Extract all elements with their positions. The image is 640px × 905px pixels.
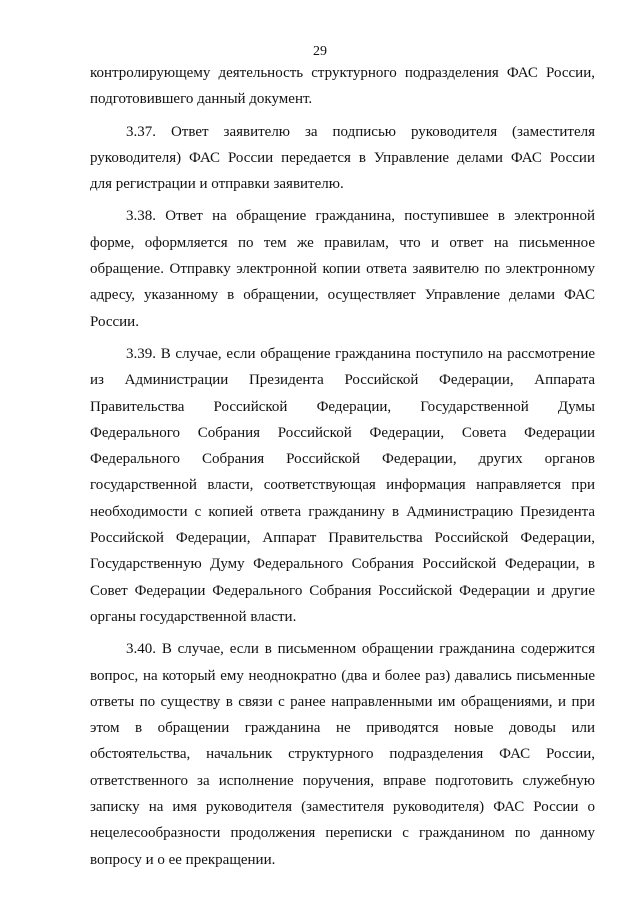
text-line: Российской Федерации, Аппарат Правительства Российской Федерации,: [90, 530, 595, 547]
text-line: нецелесообразности продолжения переписки с гражданином по данному: [90, 825, 595, 842]
text-line: ответы по существу в связи с ранее направленными им обращениями, и при: [90, 693, 595, 710]
paragraph-3-40: [90, 636, 595, 873]
text-line: России.: [90, 313, 139, 330]
text-line: Правительства Российской Федерации, Государственной Думы: [90, 398, 595, 415]
text-line: ответственного за исполнение поручения, вправе подготовить служебную: [90, 772, 595, 789]
text-line: государственной власти, соответствующая информация направляется при: [90, 477, 595, 494]
paragraph-continuation: [90, 60, 595, 113]
text-line: 3.37. Ответ заявителю за подписью руководителя (заместителя: [126, 123, 595, 140]
text-line: подготовившего данный документ.: [90, 91, 313, 108]
text-line: Государственную Думу Федерального Собрания Российской Федерации, в: [90, 556, 595, 573]
paragraph-3-37: [90, 119, 595, 198]
text-line: необходимости с копией ответа гражданину в Администрацию Президента: [90, 503, 595, 520]
text-line: 3.39. В случае, если обращение гражданина поступило на рассмотрение: [126, 345, 595, 362]
document-body: [90, 60, 595, 873]
text-line: Федерального Собрания Российской Федерации, других органов: [90, 451, 595, 468]
text-line: Совет Федерации Федерального Собрания Российской Федерации и другие: [90, 582, 595, 599]
page-number: 29: [313, 44, 327, 59]
text-line: адресу, указанному в обращении, осуществляет Управление делами ФАС: [90, 287, 595, 304]
text-line: руководителя) ФАС России передается в Управление делами ФАС России: [90, 149, 595, 166]
text-line: вопросу и о ее прекращении.: [90, 851, 276, 868]
text-line: обстоятельства, начальник структурного подразделения ФАС России,: [90, 746, 595, 763]
text-line: вопрос, на который ему неоднократно (два и более раз) давались письменные: [90, 667, 595, 684]
text-line: Федерального Собрания Российской Федерации, Совета Федерации: [90, 424, 595, 441]
text-line: обращение. Отправку электронной копии ответа заявителю по электронному: [90, 261, 595, 278]
text-line: контролирующему деятельность структурного подразделения ФАС России,: [90, 65, 595, 81]
text-line: органы государственной власти.: [90, 608, 297, 625]
text-line: форме, оформляется по тем же правилам, что и ответ на письменное: [90, 234, 595, 251]
paragraph-3-38: [90, 203, 595, 334]
text-line: 3.38. Ответ на обращение гражданина, поступившее в электронной: [126, 208, 595, 225]
text-line: из Администрации Президента Российской Федерации, Аппарата: [90, 372, 595, 389]
text-line: 3.40. В случае, если в письменном обращении гражданина содержится: [126, 641, 595, 658]
text-line: записку на имя руководителя (заместителя руководителя) ФАС России о: [90, 799, 595, 816]
text-line: для регистрации и отправки заявителю.: [90, 176, 344, 193]
paragraph-3-39: [90, 341, 595, 630]
text-line: этом в обращении гражданина не приводятся новые доводы или: [90, 720, 595, 737]
